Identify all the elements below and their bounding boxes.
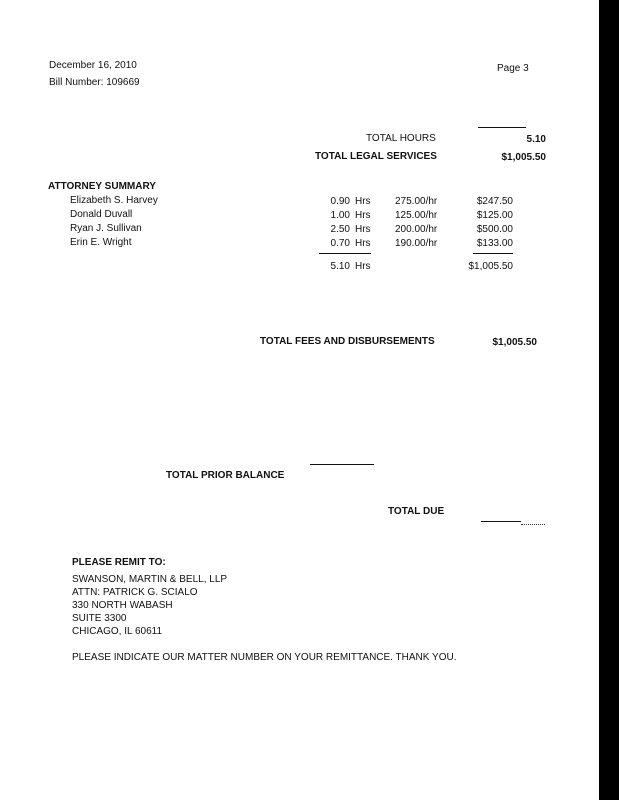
attorney-hours-unit: Hrs xyxy=(355,196,371,207)
total-due-label: TOTAL DUE xyxy=(388,506,445,517)
attorney-hours-unit: Hrs xyxy=(355,210,371,221)
remit-title: PLEASE REMIT TO: xyxy=(72,557,166,568)
total-hours-label: TOTAL HOURS xyxy=(366,133,436,144)
remit-line: ATTN: PATRICK G. SCIALO xyxy=(72,587,198,598)
remit-line: SUITE 3300 xyxy=(72,613,127,624)
total-legal-value: $1,005.50 xyxy=(501,152,546,163)
attorney-hours-unit: Hrs xyxy=(355,224,371,235)
scan-edge-bar xyxy=(599,0,619,800)
attorney-rate: 190.00/hr xyxy=(395,238,438,249)
attorney-hours: 1.00 xyxy=(330,210,350,221)
attorney-summary-title: ATTORNEY SUMMARY xyxy=(48,181,156,192)
prior-balance-label: TOTAL PRIOR BALANCE xyxy=(166,470,285,481)
attorney-amount: $125.00 xyxy=(476,210,513,221)
page-number: Page 3 xyxy=(497,63,529,74)
attorney-hours: 0.70 xyxy=(330,238,350,249)
summary-total-unit: Hrs xyxy=(355,261,371,272)
hours-rule xyxy=(478,127,526,128)
hours-subtotal-rule xyxy=(319,253,371,254)
total-due-dots xyxy=(521,524,545,526)
attorney-amount: $133.00 xyxy=(476,238,513,249)
total-hours-value: 5.10 xyxy=(526,134,546,145)
attorney-name: Donald Duvall xyxy=(70,209,133,220)
attorney-hours-unit: Hrs xyxy=(355,238,371,249)
attorney-name: Elizabeth S. Harvey xyxy=(70,195,158,206)
bill-number: Bill Number: 109669 xyxy=(49,77,140,88)
attorney-rate: 125.00/hr xyxy=(395,210,438,221)
remit-note: PLEASE INDICATE OUR MATTER NUMBER ON YOUR REMITTANCE. THANK YOU. xyxy=(72,652,457,663)
remit-line: SWANSON, MARTIN & BELL, LLP xyxy=(72,574,228,585)
amount-subtotal-rule xyxy=(473,253,513,254)
bill-date: December 16, 2010 xyxy=(49,60,137,71)
prior-balance-rule xyxy=(310,464,374,465)
summary-total-hours: 5.10 xyxy=(330,261,350,272)
total-legal-label: TOTAL LEGAL SERVICES xyxy=(315,151,437,162)
remit-line: 330 NORTH WABASH xyxy=(72,600,173,611)
total-fees-value: $1,005.50 xyxy=(492,337,537,348)
total-fees-label: TOTAL FEES AND DISBURSEMENTS xyxy=(260,336,435,347)
attorney-amount: $247.50 xyxy=(476,196,513,207)
attorney-name: Ryan J. Sullivan xyxy=(70,223,142,234)
attorney-rate: 200.00/hr xyxy=(395,224,438,235)
total-due-rule xyxy=(481,521,521,522)
attorney-hours: 0.90 xyxy=(330,196,350,207)
attorney-rate: 275.00/hr xyxy=(395,196,438,207)
summary-total-amount: $1,005.50 xyxy=(468,261,513,272)
remit-line: CHICAGO, IL 60611 xyxy=(72,626,163,637)
attorney-hours: 2.50 xyxy=(330,224,350,235)
attorney-amount: $500.00 xyxy=(476,224,513,235)
attorney-name: Erin E. Wright xyxy=(70,237,132,248)
